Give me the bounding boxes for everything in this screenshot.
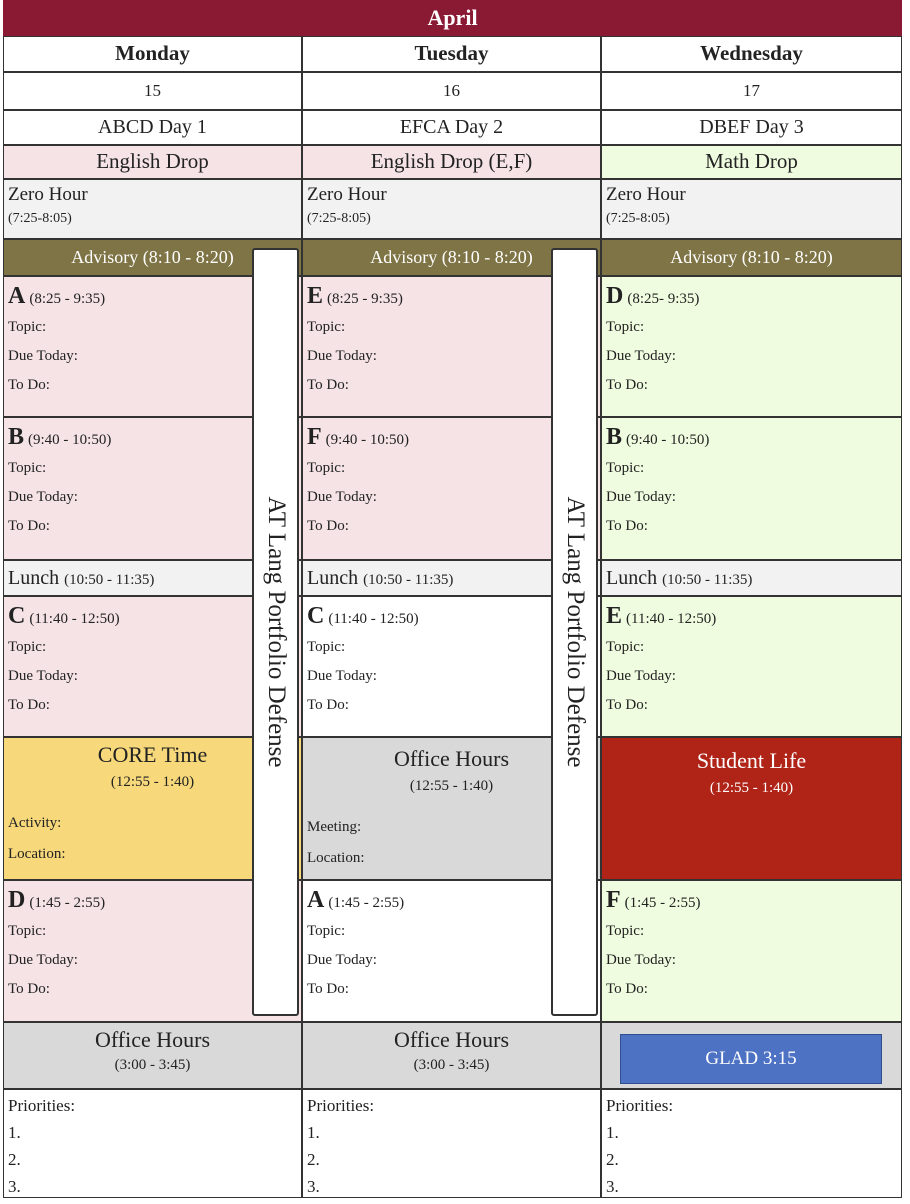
priority-3: 3. — [8, 1177, 21, 1196]
zero-hour-time: (7:25-8:05) — [606, 211, 670, 226]
priorities-box — [601, 1089, 902, 1198]
period-letter: E — [606, 603, 623, 629]
period-time: (9:40 - 10:50) — [28, 432, 112, 448]
period-letter: C — [307, 603, 325, 629]
due-today-label: Due Today: — [606, 668, 676, 684]
day-name: Monday — [3, 36, 302, 72]
period-block — [601, 880, 902, 1022]
glad-button[interactable]: GLAD 3:15 — [620, 1034, 882, 1084]
period-time: (8:25 - 9:35) — [29, 291, 106, 307]
topic-label: Topic: — [606, 319, 645, 335]
period-letter: A — [8, 283, 26, 309]
due-today-label: Due Today: — [8, 952, 78, 968]
to-do-label: To Do: — [8, 981, 50, 997]
priorities-label: Priorities: — [307, 1096, 375, 1115]
drop-label: Math Drop — [601, 145, 902, 179]
period-letter: B — [8, 424, 25, 450]
lunch-label: Lunch — [8, 567, 60, 589]
zero-hour — [601, 179, 902, 239]
to-do-label: To Do: — [8, 697, 50, 713]
portfolio-defense-scroll — [252, 248, 299, 1016]
mid-time: (12:55 - 1:40) — [409, 778, 494, 794]
due-today-label: Due Today: — [606, 348, 676, 364]
period-time: (8:25 - 9:35) — [327, 291, 403, 307]
due-today-label: Due Today: — [606, 489, 676, 505]
priorities-label: Priorities: — [8, 1096, 76, 1115]
period-time: (11:40 - 12:50) — [29, 611, 120, 627]
student-life-block — [601, 737, 902, 880]
day-date: 15 — [3, 72, 302, 110]
due-today-label: Due Today: — [307, 952, 377, 968]
to-do-label: To Do: — [606, 377, 648, 393]
topic-label: Topic: — [606, 639, 645, 655]
office-hours-end — [3, 1022, 302, 1089]
zero-hour — [3, 179, 302, 239]
topic-label: Topic: — [606, 460, 645, 476]
priority-1: 1. — [606, 1123, 619, 1142]
period-time: (1:45 - 2:55) — [328, 895, 405, 911]
period-time: (9:40 - 10:50) — [626, 432, 710, 448]
period-time: (11:40 - 12:50) — [626, 611, 717, 627]
advisory-bar: Advisory (8:10 - 8:20) — [302, 239, 601, 276]
mid-title: CORE Time — [97, 742, 208, 767]
priorities-box — [3, 1089, 302, 1198]
period-letter: B — [606, 424, 623, 450]
mid-time: (12:55 - 1:40) — [110, 774, 195, 790]
mid-line-2: Location: — [8, 846, 66, 862]
portfolio-defense-scroll — [551, 248, 598, 1016]
topic-label: Topic: — [8, 319, 47, 335]
topic-label: Topic: — [307, 460, 346, 476]
period-time: (1:45 - 2:55) — [29, 895, 106, 911]
priority-1: 1. — [307, 1123, 320, 1142]
advisory-bar: Advisory (8:10 - 8:20) — [3, 239, 302, 276]
student-life-title: Student Life — [696, 748, 807, 773]
zero-hour-label: Zero Hour — [307, 184, 387, 205]
period-letter: E — [307, 283, 324, 309]
priorities-box — [302, 1089, 601, 1198]
period-letter: D — [606, 283, 624, 309]
due-today-label: Due Today: — [606, 952, 676, 968]
office-hours-end — [302, 1022, 601, 1089]
scroll-label: AT Lang Portfolio Defense — [561, 496, 589, 768]
to-do-label: To Do: — [307, 377, 349, 393]
topic-label: Topic: — [307, 639, 346, 655]
period-time: (11:40 - 12:50) — [328, 611, 419, 627]
priorities-label: Priorities: — [606, 1096, 674, 1115]
to-do-label: To Do: — [606, 697, 648, 713]
office-hours-title: Office Hours — [94, 1027, 211, 1052]
day-rotation: EFCA Day 2 — [302, 110, 601, 145]
mid-title: Office Hours — [393, 746, 510, 771]
drop-label: English Drop (E,F) — [302, 145, 601, 179]
zero-hour-label: Zero Hour — [606, 184, 686, 205]
priority-3: 3. — [606, 1177, 619, 1196]
office-hours-time: (3:00 - 3:45) — [413, 1057, 490, 1073]
priority-3: 3. — [307, 1177, 320, 1196]
period-letter: A — [307, 887, 325, 913]
period-time: (9:40 - 10:50) — [325, 432, 409, 448]
day-date: 16 — [302, 72, 601, 110]
zero-hour — [302, 179, 601, 239]
scroll-label: AT Lang Portfolio Defense — [262, 496, 290, 768]
lunch-time: (10:50 - 11:35) — [64, 572, 155, 588]
to-do-label: To Do: — [307, 981, 349, 997]
topic-label: Topic: — [307, 923, 346, 939]
month-header: April — [3, 0, 902, 36]
due-today-label: Due Today: — [307, 489, 377, 505]
priority-2: 2. — [606, 1150, 619, 1169]
period-letter: D — [8, 887, 26, 913]
office-hours-time: (3:00 - 3:45) — [114, 1057, 191, 1073]
to-do-label: To Do: — [8, 518, 50, 534]
mid-line-2: Location: — [307, 850, 365, 866]
office-hours-title: Office Hours — [393, 1027, 510, 1052]
due-today-label: Due Today: — [8, 348, 78, 364]
to-do-label: To Do: — [606, 518, 648, 534]
topic-label: Topic: — [307, 319, 346, 335]
day-date: 17 — [601, 72, 902, 110]
lunch-time: (10:50 - 11:35) — [662, 572, 753, 588]
lunch-label: Lunch — [606, 567, 658, 589]
due-today-label: Due Today: — [8, 668, 78, 684]
lunch-label: Lunch — [307, 567, 359, 589]
topic-label: Topic: — [8, 923, 47, 939]
period-block — [601, 276, 902, 417]
due-today-label: Due Today: — [8, 489, 78, 505]
period-letter: C — [8, 603, 26, 629]
to-do-label: To Do: — [8, 377, 50, 393]
zero-hour-label: Zero Hour — [8, 184, 88, 205]
mid-line-1: Meeting: — [307, 819, 362, 835]
period-letter: F — [307, 424, 322, 450]
priority-1: 1. — [8, 1123, 21, 1142]
mid-line-1: Activity: — [8, 815, 62, 831]
lunch-time: (10:50 - 11:35) — [363, 572, 454, 588]
drop-label: English Drop — [3, 145, 302, 179]
period-block — [601, 596, 902, 737]
student-life-time: (12:55 - 1:40) — [709, 780, 794, 796]
day-name: Tuesday — [302, 36, 601, 72]
zero-hour-time: (7:25-8:05) — [8, 211, 72, 226]
priority-2: 2. — [307, 1150, 320, 1169]
day-rotation: ABCD Day 1 — [3, 110, 302, 145]
topic-label: Topic: — [606, 923, 645, 939]
topic-label: Topic: — [8, 460, 47, 476]
priority-2: 2. — [8, 1150, 21, 1169]
to-do-label: To Do: — [307, 518, 349, 534]
period-letter: F — [606, 887, 621, 913]
period-time: (8:25- 9:35) — [627, 291, 700, 307]
office-hours-end — [601, 1022, 902, 1089]
period-block — [601, 417, 902, 560]
day-name: Wednesday — [601, 36, 902, 72]
zero-hour-time: (7:25-8:05) — [307, 211, 371, 226]
due-today-label: Due Today: — [307, 668, 377, 684]
day-rotation: DBEF Day 3 — [601, 110, 902, 145]
advisory-bar: Advisory (8:10 - 8:20) — [601, 239, 902, 276]
due-today-label: Due Today: — [307, 348, 377, 364]
period-time: (1:45 - 2:55) — [624, 895, 701, 911]
to-do-label: To Do: — [307, 697, 349, 713]
to-do-label: To Do: — [606, 981, 648, 997]
topic-label: Topic: — [8, 639, 47, 655]
lunch-row — [601, 560, 902, 596]
